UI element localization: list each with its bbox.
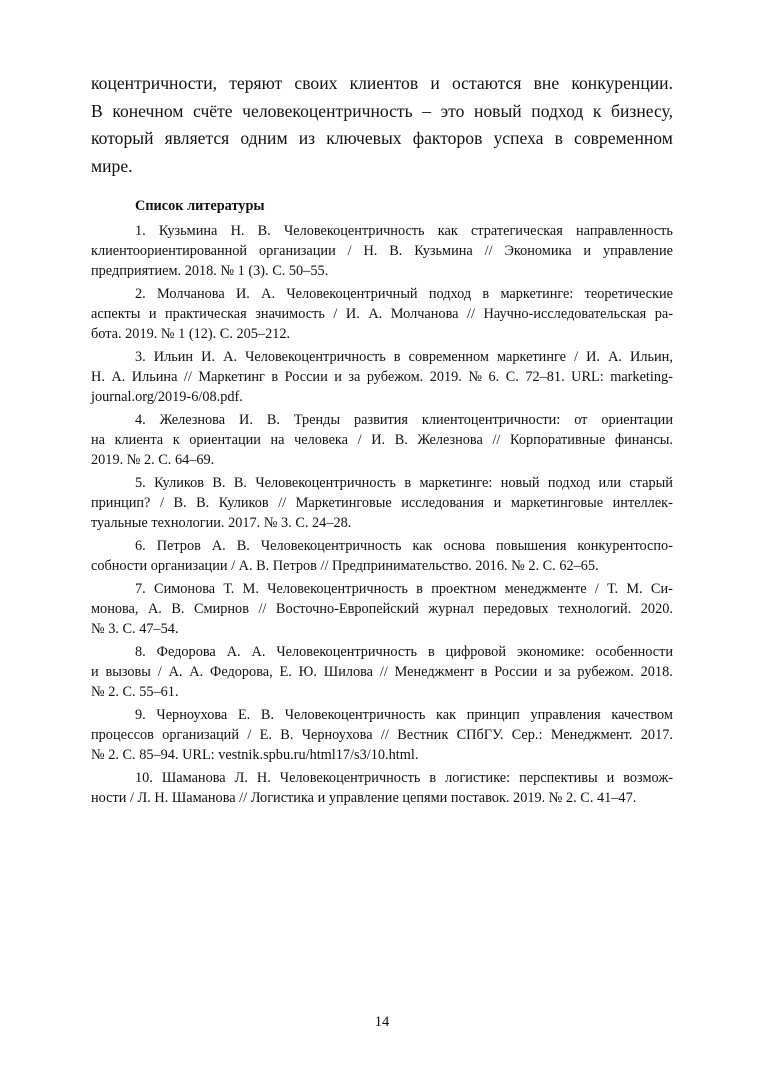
reference-line: 2019. № 2. С. 64–69.	[91, 452, 215, 468]
reference-line: 5. Куликов В. В. Человекоцентричность в маркетинге: новый подход или старый	[135, 475, 673, 491]
reference-line: и вызовы / А. А. Федорова, Е. Ю. Шилова // Менеджмент в России и за рубежом. 2018.	[91, 664, 673, 680]
reference-line: 6. Петров А. В. Человекоцентричность как основа повышения конкурентоспо-	[135, 538, 673, 554]
reference-line: 7. Симонова Т. М. Человекоцентричность в проектном менеджменте / Т. М. Си-	[135, 581, 673, 597]
body-line: В конечном счёте человекоцентричность – это новый подход к бизнесу,	[91, 100, 673, 121]
body-paragraph	[91, 70, 673, 180]
reference-line: 3. Ильин И. А. Человекоцентричность в современном маркетинге / И. А. Ильин,	[135, 349, 673, 365]
reference-line: № 3. С. 47–54.	[91, 621, 179, 637]
reference-line: № 2. С. 55–61.	[91, 684, 179, 700]
reference-line: journal.org/2019-6/08.pdf.	[91, 389, 243, 405]
reference-line: Н. А. Ильина // Маркетинг в России и за рубежом. 2019. № 6. С. 72–81. URL: marketing-	[91, 369, 673, 385]
reference-line: ности / Л. Н. Шаманова // Логистика и управление цепями поставок. 2019. № 2. С. 41–47.	[91, 790, 637, 806]
body-line: который является одним из ключевых факторов успеха в современном	[91, 128, 673, 148]
reference-line: № 2. С. 85–94. URL: vestnik.spbu.ru/html17/s3/10.html.	[91, 747, 419, 763]
reference-line: 1. Кузьмина Н. В. Человекоцентричность как стратегическая направленность	[135, 223, 673, 239]
references-title: Список литературы	[135, 198, 265, 214]
reference-line: предприятием. 2018. № 1 (3). С. 50–55.	[91, 263, 329, 279]
reference-line: 9. Черноухова Е. В. Человекоцентричность как принцип управления качеством	[135, 707, 673, 723]
reference-line: туальные технологии. 2017. № 3. С. 24–28.	[91, 515, 352, 531]
reference-line: 8. Федорова А. А. Человекоцентричность в цифровой экономике: особенности	[135, 644, 673, 660]
reference-line: на клиента к ориентации на человека / И. В. Железнова // Корпоративные финансы.	[91, 432, 673, 448]
reference-line: собности организации / А. В. Петров // Предпринимательство. 2016. № 2. С. 62–65.	[91, 558, 599, 574]
reference-line: 2. Молчанова И. А. Человекоцентричный подход в маркетинге: теоретические	[135, 286, 673, 302]
body-line: мире.	[91, 155, 133, 176]
reference-line: принцип? / В. В. Куликов // Маркетинговые исследования и маркетинговые интеллек-	[91, 495, 673, 511]
reference-line: монова, А. В. Смирнов // Восточно-Европейский журнал передовых технологий. 2020.	[91, 601, 673, 617]
reference-line: бота. 2019. № 1 (12). С. 205–212.	[91, 326, 291, 342]
page-number: 14	[374, 1014, 390, 1030]
reference-line: 4. Железнова И. В. Тренды развития клиентоцентричности: от ориентации	[135, 412, 673, 428]
reference-line: клиентоориентированной организации / Н. В. Кузьмина // Экономика и управление	[91, 243, 673, 259]
reference-line: аспекты и практическая значимость / И. А. Молчанова // Научно-исследовательская ра-	[91, 306, 673, 322]
body-line: коцентричности, теряют своих клиентов и остаются вне конкуренции.	[91, 73, 673, 93]
reference-line: 10. Шаманова Л. Н. Человекоцентричность в логистике: перспективы и возмож-	[135, 770, 673, 786]
reference-line: процессов организаций / Е. В. Черноухова // Вестник СПбГУ. Сер.: Менеджмент. 2017.	[91, 727, 673, 743]
